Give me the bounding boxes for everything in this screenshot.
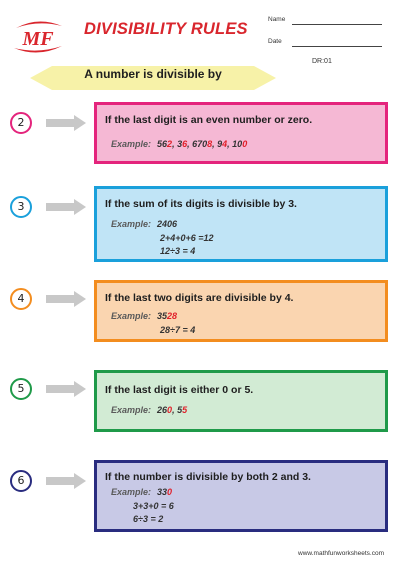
arrow-right-icon <box>46 291 86 307</box>
example-working: 6÷3 = 2 <box>133 514 164 524</box>
footer-url[interactable]: www.mathfunworksheets.com <box>298 550 384 557</box>
example-working: 2+4+0+6 =12 <box>160 233 214 243</box>
rule-box-4 <box>94 280 388 342</box>
highlighted-digit: 2 <box>167 139 173 149</box>
divisor-circle-3: 3 <box>10 196 32 218</box>
logo-letters: MF <box>22 28 54 50</box>
highlighted-digit: 6 <box>182 139 188 149</box>
mf-logo <box>12 18 64 56</box>
example-label: Example: <box>111 487 152 497</box>
example-digits: 33 <box>157 487 168 497</box>
example-line <box>111 487 172 497</box>
arrow-right-icon <box>46 199 86 215</box>
name-label: Name <box>268 16 286 23</box>
rule-text: If the last digit is either 0 or 5. <box>105 384 254 396</box>
rule-text: If the sum of its digits is divisible by 3. <box>105 198 297 210</box>
example-working: 12÷3 = 4 <box>160 246 196 256</box>
name-field[interactable] <box>292 24 382 25</box>
example-line <box>111 219 177 229</box>
rule-box-3 <box>94 186 388 262</box>
example-digits: 56 <box>157 139 168 149</box>
example-digits: , 670 <box>187 139 208 149</box>
highlighted-digit: 8 <box>207 139 213 149</box>
example-digits: 26 <box>157 405 168 415</box>
rule-box-2 <box>94 102 388 164</box>
date-field[interactable] <box>292 46 382 47</box>
example-label: Example: <box>111 139 152 149</box>
highlighted-digit: 0 <box>167 487 173 497</box>
rule-text: If the number is divisible by both 2 and 3. <box>105 471 311 483</box>
rule-text: If the last two digits are divisible by 4. <box>105 292 294 304</box>
example-working: 28÷7 = 4 <box>160 325 196 335</box>
example-digits: 35 <box>157 311 168 321</box>
highlighted-digit: 0 <box>242 139 248 149</box>
highlighted-digit: 28 <box>167 311 178 321</box>
divisor-circle-4: 4 <box>10 288 32 310</box>
example-working: 3+3+0 = 6 <box>133 501 174 511</box>
example-value <box>157 311 177 321</box>
example-label: Example: <box>111 219 152 229</box>
worksheet-code: DR:01 <box>312 58 332 65</box>
example-digits: 2406 <box>157 219 178 229</box>
highlighted-digit: 5 <box>182 405 188 415</box>
arrow-right-icon <box>46 381 86 397</box>
highlighted-digit: 4 <box>222 139 228 149</box>
example-value <box>157 405 187 415</box>
example-value <box>157 219 177 229</box>
example-value <box>157 487 172 497</box>
rule-box-5 <box>94 370 388 432</box>
arrow-right-icon <box>46 115 86 131</box>
example-digits: , 10 <box>227 139 243 149</box>
example-line <box>111 311 177 321</box>
rule-text: If the last digit is an even number or zero. <box>105 114 313 126</box>
highlighted-digit: 0 <box>167 405 173 415</box>
example-line <box>111 405 187 415</box>
date-label: Date <box>268 38 282 45</box>
divisor-circle-2: 2 <box>10 112 32 134</box>
rule-box-6 <box>94 460 388 532</box>
divisor-circle-5: 5 <box>10 378 32 400</box>
arrow-right-icon <box>46 473 86 489</box>
example-line <box>111 139 247 149</box>
banner-text: A number is divisible by <box>84 67 222 81</box>
example-value <box>157 139 247 149</box>
example-digits: , 3 <box>172 139 183 149</box>
example-label: Example: <box>111 311 152 321</box>
example-label: Example: <box>111 405 152 415</box>
example-digits: , 5 <box>172 405 183 415</box>
page-title: DIVISIBILITY RULES <box>84 20 248 38</box>
divisor-circle-6: 6 <box>10 470 32 492</box>
example-digits: , 9 <box>212 139 223 149</box>
